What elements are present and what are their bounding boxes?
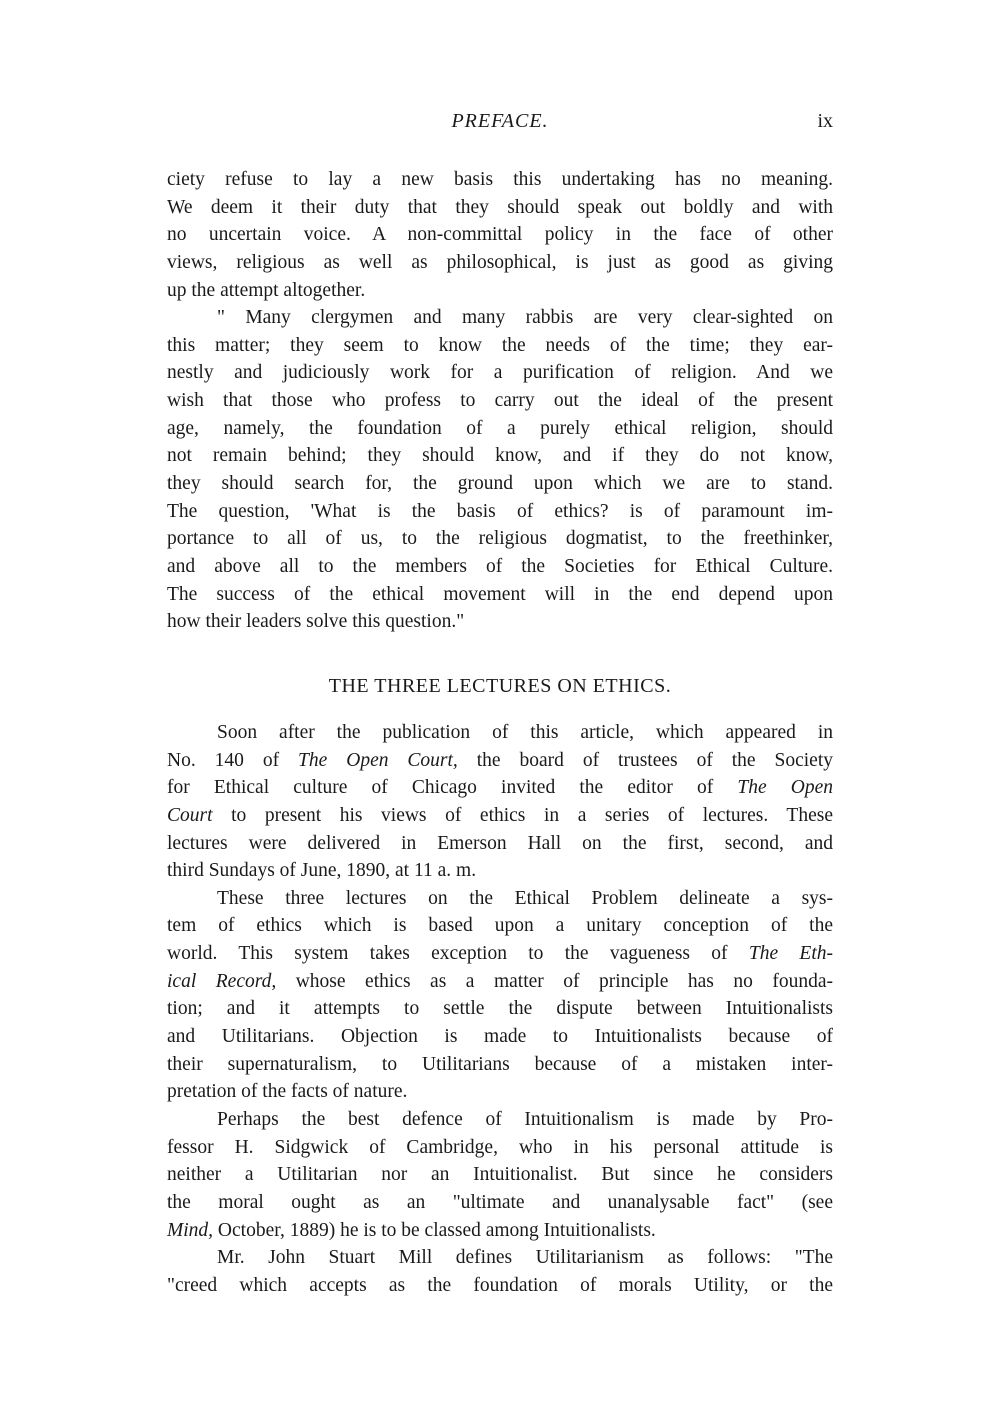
text-run: third Sundays of June, 1890, at 11 a. m. — [167, 860, 477, 882]
page-number: ix — [817, 110, 833, 132]
text-run: fessor H. Sidgwick of Cambridge, who in his personal attitude is — [167, 1136, 833, 1158]
text-run: world. This system takes exception to the vagueness of — [167, 943, 749, 965]
text-line — [167, 1217, 833, 1245]
text-run: The question, 'What is the basis of ethics? is of paramount im- — [167, 500, 833, 522]
text-run: Mr. John Stuart Mill defines Utilitarianism as follows: "The — [217, 1247, 833, 1269]
text-run: views, religious as well as philosophical, is just as good as giving — [167, 251, 833, 273]
text-line — [167, 885, 833, 913]
text-line — [167, 415, 833, 443]
text-line — [167, 830, 833, 858]
text-line — [167, 525, 833, 553]
text-line — [167, 1244, 833, 1272]
text-block-three-lectures — [167, 719, 833, 1299]
text-line — [167, 802, 833, 830]
text-run: their supernaturalism, to Utilitarians because of a mistaken inter- — [167, 1053, 833, 1075]
text-line — [167, 553, 833, 581]
text-run: " Many clergymen and many rabbis are very clear-sighted on — [217, 307, 833, 329]
text-line — [167, 608, 833, 636]
text-run: they should search for, the ground upon which we are to stand. — [167, 473, 833, 495]
text-run: neither a Utilitarian nor an Intuitionalist. But since he considers — [167, 1164, 833, 1186]
text-line — [167, 1189, 833, 1217]
italic-title-text: The Open Court, — [298, 749, 458, 771]
text-run: Soon after the publication of this article, which appeared in — [217, 722, 833, 743]
italic-title-text: Mind, — [167, 1219, 214, 1241]
text-block-quotation — [167, 166, 833, 636]
text-run: for Ethical culture of Chicago invited the editor of — [167, 777, 738, 799]
text-line — [167, 1106, 833, 1134]
text-run: this matter; they seem to know the needs of the time; they ear- — [167, 334, 833, 356]
text-line — [167, 857, 833, 885]
running-head-title: PREFACE. — [451, 110, 549, 132]
text-line — [167, 719, 833, 747]
text-run: We deem it their duty that they should speak out boldly and with — [167, 196, 833, 218]
text-line — [167, 1134, 833, 1162]
text-run: nestly and judiciously work for a purification of religion. And we — [167, 362, 833, 384]
italic-title-text: Court — [167, 804, 213, 826]
text-run: These three lectures on the Ethical Problem delineate a sys- — [217, 887, 833, 909]
text-run: Perhaps the best defence of Intuitionalism is made by Pro- — [217, 1108, 833, 1130]
text-run: The success of the ethical movement will in the end depend upon — [167, 583, 833, 605]
text-run: tem of ethics which is based upon a unitary conception of the — [167, 915, 833, 937]
text-line — [167, 194, 833, 222]
text-line — [167, 304, 833, 332]
text-run: no uncertain voice. A non-committal policy in the face of other — [167, 224, 833, 246]
text-run: and above all to the members of the Societies for Ethical Culture. — [167, 555, 833, 577]
text-line — [167, 995, 833, 1023]
text-line — [167, 470, 833, 498]
text-line — [167, 912, 833, 940]
text-run: not remain behind; they should know, and if they do not know, — [167, 445, 833, 467]
text-run: the moral ought as an "ultimate and unanalysable fact" (see — [167, 1191, 833, 1213]
text-run: how their leaders solve this question." — [167, 611, 465, 633]
italic-title-text: ical Record, — [167, 970, 277, 992]
text-line — [167, 277, 833, 305]
text-line — [167, 1051, 833, 1079]
section-heading: THE THREE LECTURES ON ETHICS. — [328, 675, 672, 697]
text-run: wish that those who profess to carry out the ideal of the present — [167, 390, 833, 412]
text-run: and Utilitarians. Objection is made to Intuitionalists because of — [167, 1026, 833, 1048]
text-line — [167, 498, 833, 526]
text-run: "creed which accepts as the foundation of morals Utility, or the — [167, 1274, 833, 1296]
italic-title-text: The Open — [737, 777, 833, 799]
text-line — [167, 387, 833, 415]
text-run: whose ethics as a matter of principle has no founda- — [276, 970, 834, 992]
text-line — [167, 166, 833, 194]
text-line — [167, 249, 833, 277]
text-line — [167, 221, 833, 249]
text-line — [167, 747, 833, 775]
text-run: portance to all of us, to the religious dogmatist, to the freethinker, — [167, 528, 833, 550]
text-line — [167, 359, 833, 387]
running-head — [167, 110, 833, 138]
text-run: ciety refuse to lay a new basis this undertaking has no meaning. — [167, 169, 833, 190]
text-line — [167, 442, 833, 470]
text-line — [167, 332, 833, 360]
italic-title-text: The Eth- — [748, 943, 833, 965]
text-run: to present his views of ethics in a series of lectures. These — [212, 804, 833, 826]
text-run: tion; and it attempts to settle the dispute between Intuitionalists — [167, 998, 833, 1020]
text-run: October, 1889) he is to be classed among Intuitionalists. — [213, 1219, 656, 1241]
text-line — [167, 774, 833, 802]
text-line — [167, 968, 833, 996]
text-line — [167, 1023, 833, 1051]
text-run: pretation of the facts of nature. — [167, 1081, 408, 1103]
text-run: the board of trustees of the Society — [457, 749, 834, 771]
text-line — [167, 581, 833, 609]
text-line — [167, 1161, 833, 1189]
text-run: lectures were delivered in Emerson Hall on the first, second, and — [167, 832, 833, 854]
text-line — [167, 1272, 833, 1300]
text-line — [167, 940, 833, 968]
text-run: No. 140 of — [167, 749, 299, 771]
text-line — [167, 1078, 833, 1106]
text-run: up the attempt altogether. — [167, 279, 366, 301]
text-run: age, namely, the foundation of a purely ethical religion, should — [167, 417, 833, 439]
